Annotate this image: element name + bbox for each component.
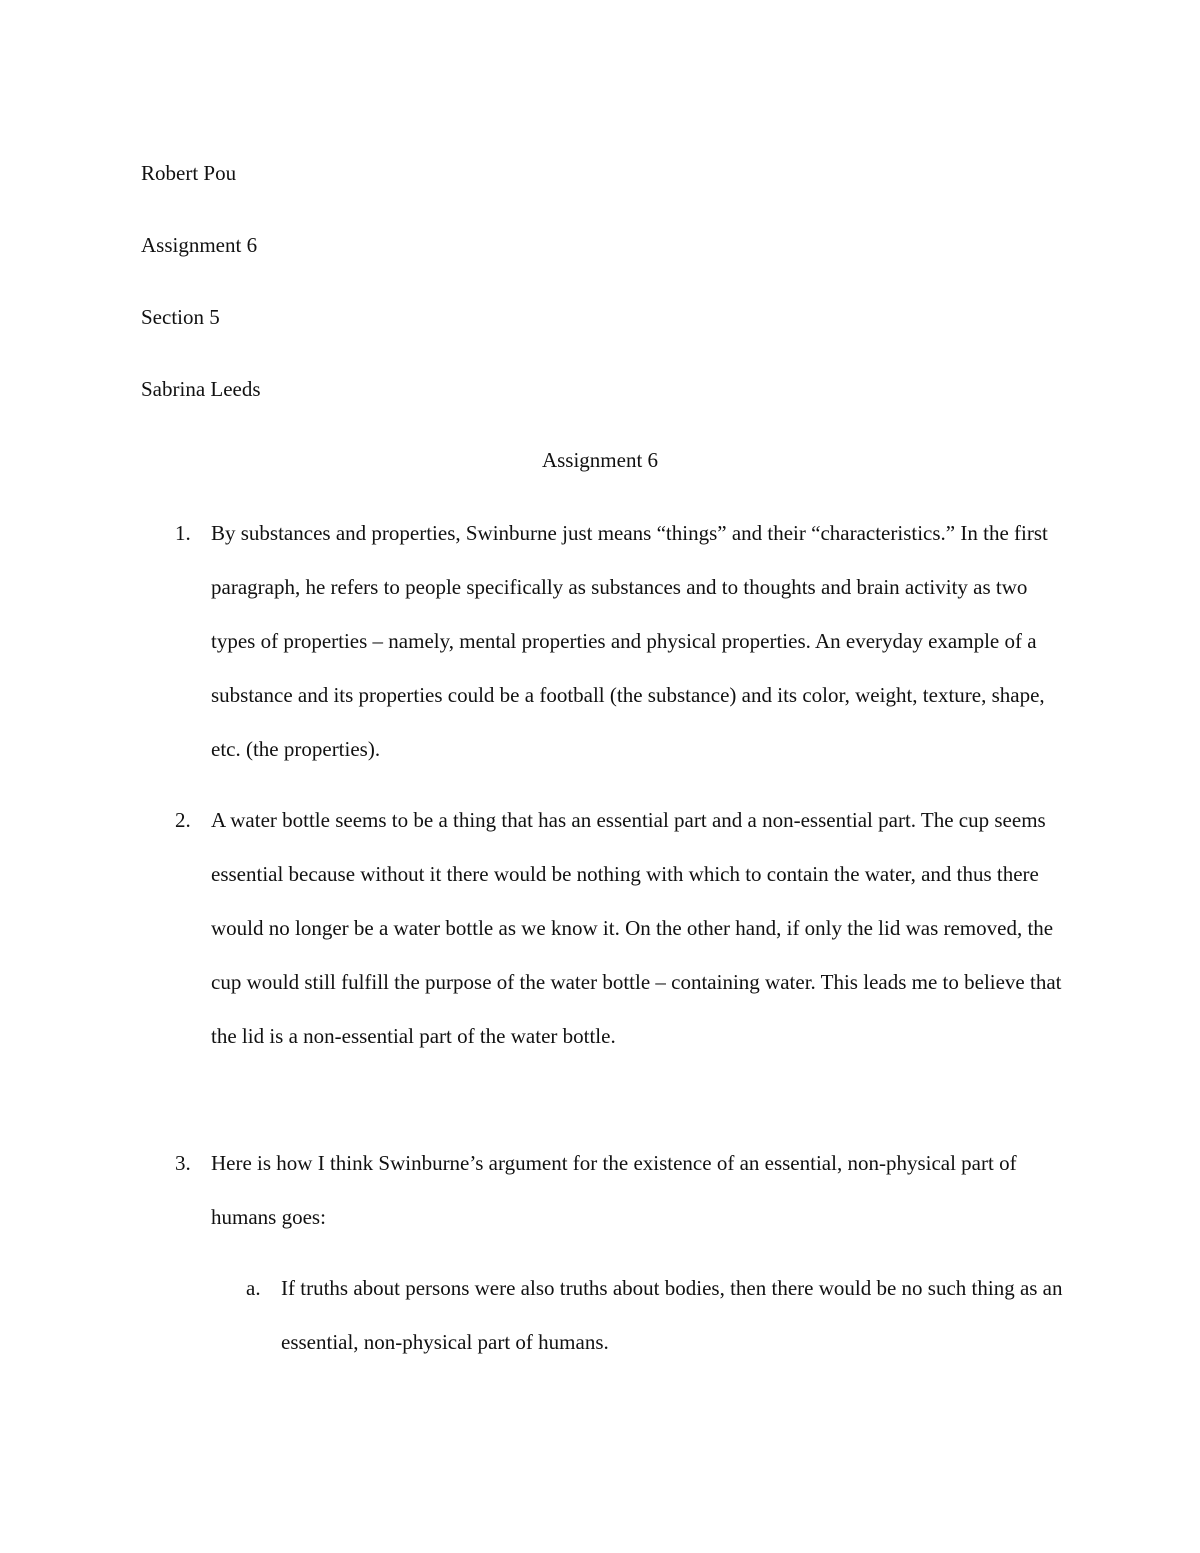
assignment-label: Assignment 6	[141, 233, 258, 257]
sub-list-item-text: If truths about persons were also truths about bodies, then there would be no such thing as an essential, non-physical part of humans.	[281, 1276, 1063, 1354]
list-item-number: 1.	[175, 521, 191, 545]
list-item-number: 2.	[175, 808, 191, 832]
author-name: Robert Pou	[141, 161, 237, 185]
section-label: Section 5	[141, 305, 220, 329]
instructor-name: Sabrina Leeds	[141, 377, 261, 401]
document-title: Assignment 6	[541, 448, 659, 472]
list-item-number: 3.	[175, 1151, 191, 1175]
list-item-text: By substances and properties, Swinburne just means “things” and their “characteristics.” In the first paragraph, he refers to people specifically as substances and to thoughts and brain activity as two types of properties – namely, mental properties and physical properties. An everyday example of a substance and its properties could be a football (the substance) and its color, weight, texture, shape, etc. (the properties).	[211, 521, 1048, 761]
sub-list-item-letter: a.	[246, 1276, 261, 1300]
list-item-text: A water bottle seems to be a thing that has an essential part and a non-essential part. The cup seems essential because without it there would be nothing with which to contain the water, and thus there would no longer be a water bottle as we know it. On the other hand, if only the lid was removed, the cup would still fulfill the purpose of the water bottle – containing water. This leads me to believe that the lid is a non-essential part of the water bottle.	[211, 808, 1062, 1048]
list-item-text: Here is how I think Swinburne’s argument for the existence of an essential, non-physical part of humans goes:	[211, 1151, 1017, 1229]
